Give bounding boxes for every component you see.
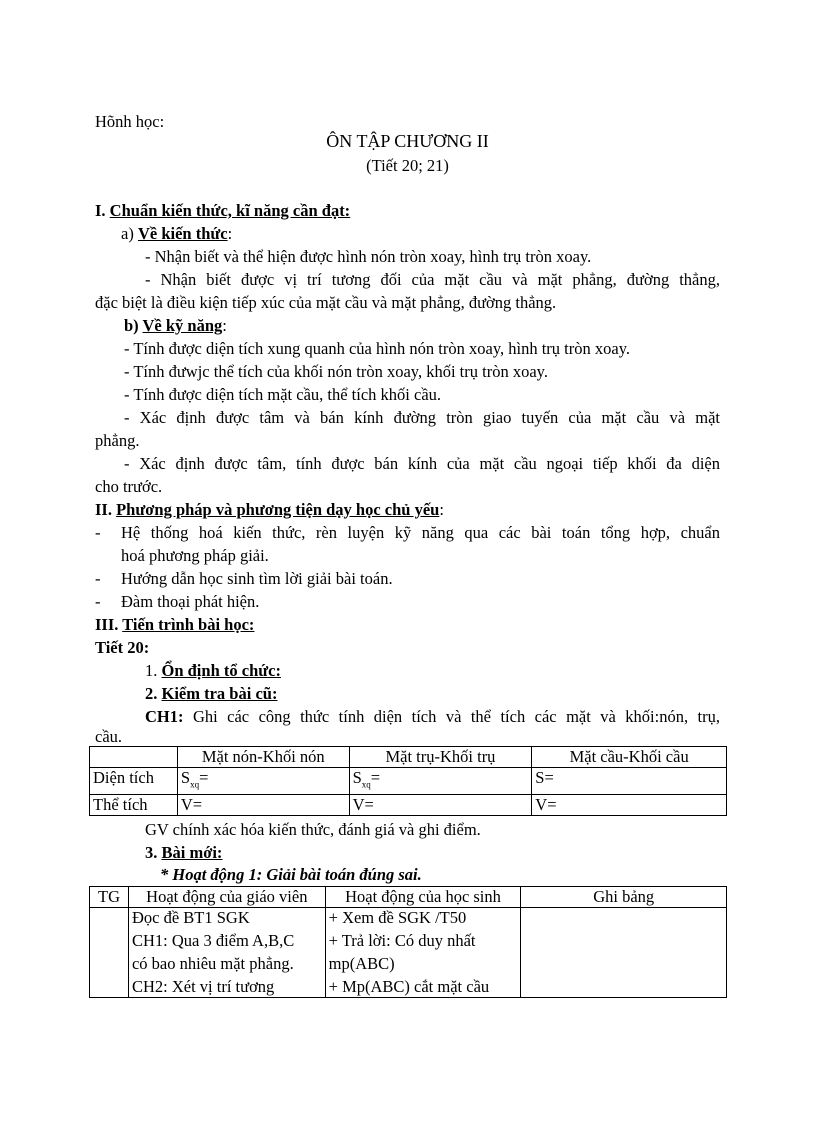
method-item-2: Hướng dẫn học sinh tìm lời giải bài toán. <box>121 569 393 588</box>
knowledge-item-2-line1: - Nhận biết được vị trí tương đối của mặt cầu và mặt phẳng, đường thẳng, <box>145 270 720 289</box>
table-header-cell: Mặt cầu-Khối cầu <box>532 747 727 768</box>
step-1-title: Ổn định tổ chức: <box>161 661 281 680</box>
table-cell: $S_{xq}=$ <box>349 768 532 795</box>
subsection-b-heading: b) Về kỹ năng: <box>124 316 227 335</box>
knowledge-item-1: - Nhận biết và thể hiện được hình nón tròn xoay, hình trụ tròn xoay. <box>145 247 592 266</box>
method-bullet-3: - <box>95 592 101 611</box>
section-2-title: Phương pháp và phương tiện dạy học chủ yếu <box>116 500 440 519</box>
table-row <box>90 795 727 816</box>
step-2-title: Kiểm tra bài cũ: <box>161 684 278 703</box>
table-header-cell: Mặt nón-Khối nón <box>177 747 349 768</box>
question-1-line1: CH1: Ghi các công thức tính diện tích và thể tích các mặt và khối:nón, trụ, <box>145 707 720 726</box>
student-line: + Xem đề SGK /T50 <box>328 908 467 927</box>
table-header-cell: Mặt trụ-Khối trụ <box>349 747 532 768</box>
method-item-1-line2: hoá phương pháp giải. <box>121 546 269 565</box>
section-1-number: I. <box>95 201 110 220</box>
table-row <box>90 908 727 998</box>
table-cell: V= <box>349 795 532 816</box>
student-activity-cell <box>325 908 521 998</box>
subsection-a-title: Về kiến thức <box>137 224 228 243</box>
page-subtitle: (Tiết 20; 21) <box>366 156 449 175</box>
table-cell: V= <box>532 795 727 816</box>
table-row <box>90 768 727 795</box>
skill-item-4-line1: - Xác định được tâm và bán kính đường tròn giao tuyến của mặt cầu và mặt <box>124 408 720 427</box>
step-3-title: Bài mới: <box>161 843 223 862</box>
subject-label: Hõnh học: <box>95 112 165 131</box>
question-1-line2: cầu. <box>95 727 123 746</box>
table-header-row <box>90 887 727 908</box>
section-1-title: Chuẩn kiến thức, kĩ năng cần đạt: <box>109 201 351 220</box>
subsection-b-title: Về kỹ năng <box>142 316 223 335</box>
step-1-heading: 1. Ổn định tổ chức: <box>145 661 281 680</box>
activity-1-heading: * Hoạt động 1: Giải bài toán đúng sai. <box>160 865 422 884</box>
student-line: + Mp(ABC) cắt mặt cầu <box>328 977 490 996</box>
table-cell: V= <box>177 795 349 816</box>
section-2-heading: II. Phương pháp và phương tiện dạy học chủ yếu: <box>95 500 444 519</box>
section-1-heading <box>95 201 350 221</box>
skill-item-5-line2: cho trước. <box>95 477 163 496</box>
step-2-heading: 2. Kiểm tra bài cũ: <box>145 684 278 703</box>
activity-table <box>89 886 727 998</box>
knowledge-item-2-line2: đặc biệt là điều kiện tiếp xúc của mặt cầu và mặt phẳng, đường thẳng. <box>95 293 557 312</box>
table-header-cell: Ghi bảng <box>521 887 727 908</box>
method-bullet-1: - <box>95 523 101 542</box>
table-header-row <box>90 747 727 768</box>
skill-item-4-line2: phẳng. <box>95 431 140 450</box>
row-label: Diện tích <box>90 768 178 795</box>
step-3-heading: 3. Bài mới: <box>145 843 223 862</box>
section-3-title: Tiến trình bài học: <box>122 615 255 634</box>
teacher-line: CH2: Xét vị trí tương <box>131 977 275 996</box>
skill-item-2: - Tính đưwjc thể tích của khối nón tròn xoay, khối trụ tròn xoay. <box>124 362 548 381</box>
table-cell: $S_{xq}=$ <box>177 768 349 795</box>
table-header-cell: Hoạt động của học sinh <box>325 887 521 908</box>
table-cell-tg <box>90 908 129 998</box>
page-title: ÔN TẬP CHƯƠNG II <box>326 131 489 151</box>
teacher-line: có bao nhiêu mặt phẳng. <box>131 954 294 973</box>
table-header-cell: Hoạt động của giáo viên <box>128 887 325 908</box>
teacher-activity-cell <box>128 908 325 998</box>
lesson-number: Tiết 20: <box>95 638 150 657</box>
method-item-1-line1: Hệ thống hoá kiến thức, rèn luyện kỹ năng qua các bài toán tổng hợp, chuẩn <box>121 523 720 542</box>
skill-item-5-line1: - Xác định được tâm, tính được bán kính của mặt cầu ngoại tiếp khối đa diện <box>124 454 720 473</box>
table-cell: S= <box>532 768 727 795</box>
row-label: Thể tích <box>90 795 178 816</box>
section-3-heading: III. Tiến trình bài học: <box>95 615 255 634</box>
table-header-cell: TG <box>90 887 129 908</box>
board-notes-cell <box>521 908 727 998</box>
student-line: mp(ABC) <box>328 954 395 973</box>
formula-table <box>89 746 727 816</box>
subsection-a-heading: a) Về kiến thức: <box>121 224 233 243</box>
skill-item-1: - Tính được diện tích xung quanh của hình nón tròn xoay, hình trụ tròn xoay. <box>124 339 631 358</box>
question-1-label: CH1: <box>145 707 184 726</box>
method-bullet-2: - <box>95 569 101 588</box>
method-item-3: Đàm thoại phát hiện. <box>121 592 260 611</box>
skill-item-3: - Tính được diện tích mặt cầu, thể tích khối cầu. <box>124 385 442 404</box>
table-header-cell <box>90 747 178 768</box>
teacher-line: Đọc đề BT1 SGK <box>131 908 250 927</box>
teacher-note: GV chính xác hóa kiến thức, đánh giá và ghi điểm. <box>145 820 481 839</box>
teacher-line: CH1: Qua 3 điểm A,B,C <box>131 931 295 950</box>
student-line: + Trả lời: Có duy nhất <box>328 931 476 950</box>
